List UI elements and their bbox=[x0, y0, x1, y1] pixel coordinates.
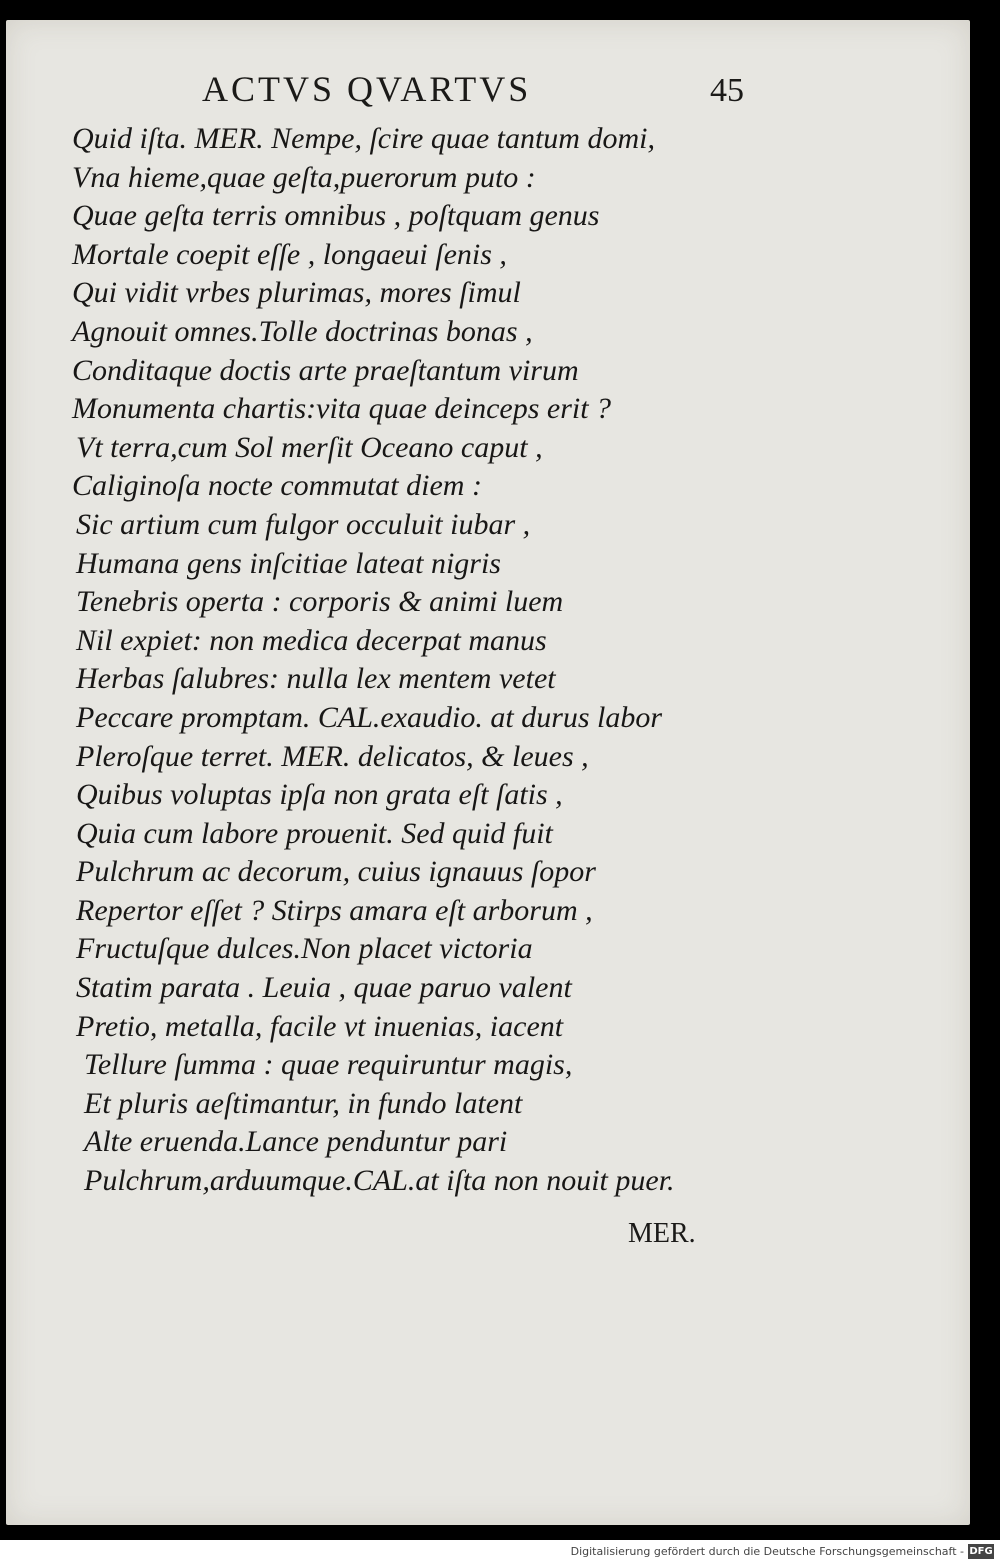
verse-text-block bbox=[72, 120, 792, 1201]
text-line: Pretio, metalla, facile vt inuenias, iacent bbox=[76, 1009, 564, 1043]
text-line: Monumenta chartis:vita quae deinceps erit ? bbox=[72, 392, 612, 426]
text-line: Mortale coepit eſſe , longaeui ſenis , bbox=[72, 237, 507, 271]
text-line: Quibus voluptas ipſa non grata eſt ſatis , bbox=[76, 778, 563, 812]
text-line: Sic artium cum fulgor occuluit iubar , bbox=[76, 507, 531, 541]
text-line: Alte eruenda.Lance penduntur pari bbox=[84, 1125, 508, 1159]
dfg-logo-icon: DFG bbox=[969, 1546, 993, 1557]
text-line: Quae geſta terris omnibus , poſtquam genus bbox=[72, 199, 600, 233]
text-line: Tenebris operta : corporis & animi luem bbox=[76, 585, 564, 619]
text-line: Qui vidit vrbes plurimas, mores ſimul bbox=[72, 276, 521, 310]
text-line: Quia cum labore prouenit. Sed quid fuit bbox=[76, 816, 553, 850]
text-line: Conditaque doctis arte praeſtantum virum bbox=[72, 353, 579, 387]
text-line: Et pluris aeſtimantur, in fundo latent bbox=[84, 1086, 523, 1120]
text-line: Peccare promptam. CAL.exaudio. at durus labor bbox=[76, 700, 663, 734]
text-line: Statim parata . Leuia , quae paruo valent bbox=[76, 971, 572, 1005]
running-head: ACTVS QVARTVS bbox=[202, 69, 532, 109]
page-number: 45 bbox=[710, 72, 744, 109]
text-line: Tellure ſumma : quae requiruntur magis, bbox=[84, 1048, 573, 1082]
text-line: Vna hieme,quae geſta,puerorum puto : bbox=[72, 160, 536, 194]
text-line: Quid iſta. MER. Nempe, ſcire quae tantum domi, bbox=[72, 122, 655, 155]
text-line: Pulchrum ac decorum, cuius ignauus ſopor bbox=[76, 855, 596, 889]
text-line: Pulchrum,arduumque.CAL.at iſta non nouit puer. bbox=[84, 1164, 675, 1198]
text-line: Agnouit omnes.Tolle doctrinas bonas , bbox=[72, 314, 533, 348]
text-line: Vt terra,cum Sol merſit Oceano caput , bbox=[76, 430, 543, 464]
page-header bbox=[6, 68, 970, 118]
text-line: Caliginoſa nocte commutat diem : bbox=[72, 469, 482, 503]
catchword: MER. bbox=[628, 1218, 696, 1249]
text-line: Pleroſque terret. MER. delicatos, & leues , bbox=[76, 739, 589, 773]
funding-note: Digitalisierung gefördert durch die Deutsche Forschungsgemeinschaft - bbox=[570, 1545, 964, 1558]
book-page bbox=[6, 20, 970, 1525]
text-line: Repertor eſſet ? Stirps amara eſt arborum , bbox=[76, 893, 593, 927]
text-line: Nil expiet: non medica decerpat manus bbox=[76, 623, 547, 657]
text-line: Herbas ſalubres: nulla lex mentem vetet bbox=[76, 662, 556, 696]
text-line: Humana gens inſcitiae lateat nigris bbox=[76, 546, 501, 580]
digitization-footer bbox=[0, 1540, 1000, 1564]
text-line: Fructuſque dulces.Non placet victoria bbox=[76, 932, 533, 966]
